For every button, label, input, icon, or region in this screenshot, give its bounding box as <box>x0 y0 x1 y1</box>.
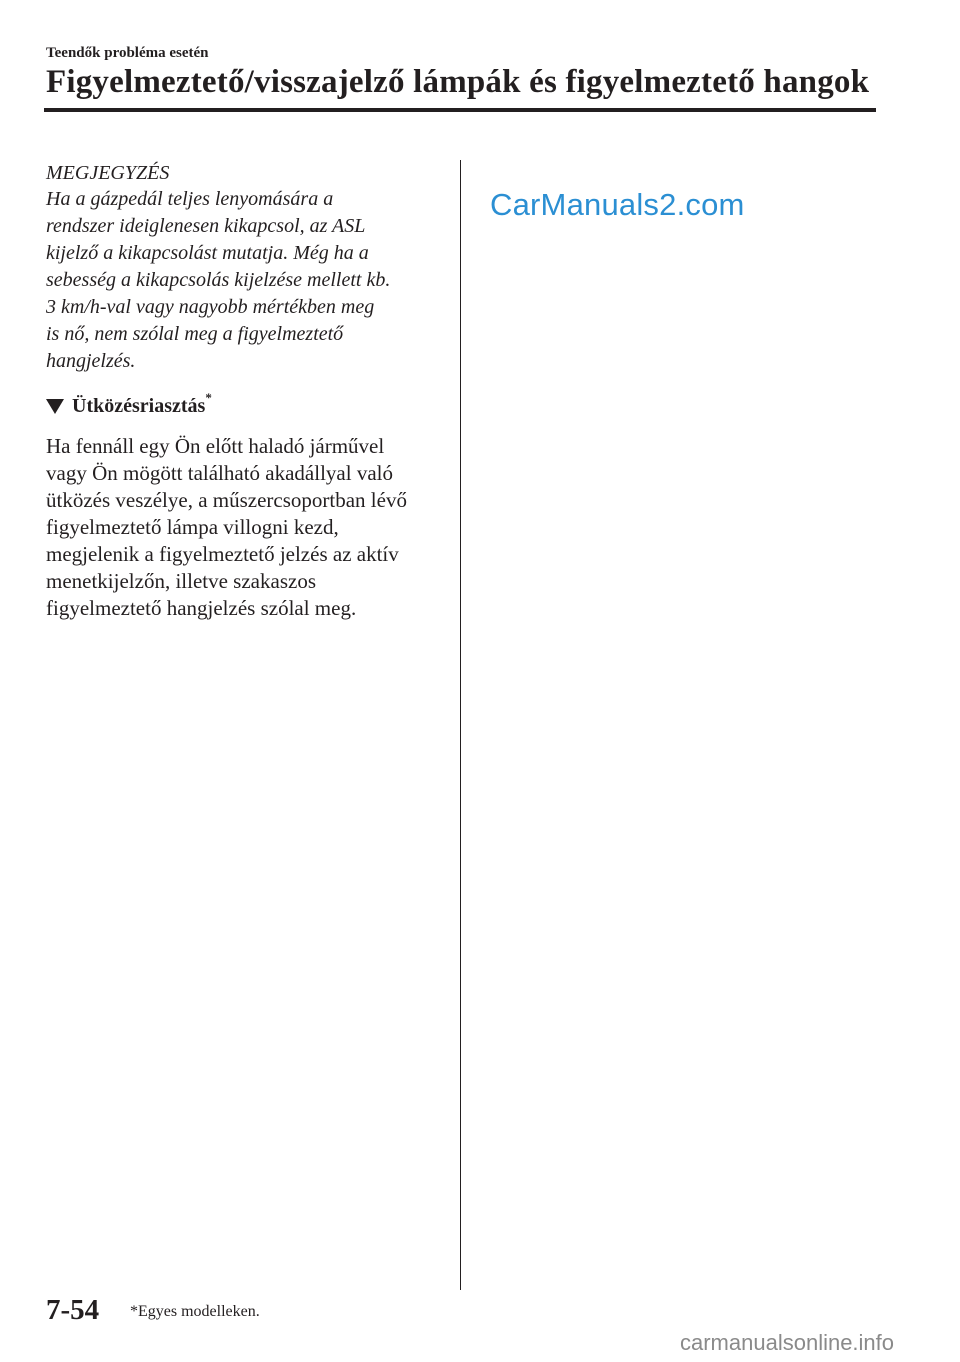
note-body: Ha a gázpedál teljes lenyomására a rendszer ideiglenesen kikapcsol, az ASL kijelző a kikapcsolást mutatja. Még ha a sebesség a kikapcsolás kijelzése mellett kb. 3 km/h-val vagy nagyobb mértékben meg is nő, nem szólal meg a figyelmeztető hangjelzés. <box>46 188 391 372</box>
footer-watermark[interactable]: carmanualsonline.info <box>680 1330 895 1355</box>
column-divider <box>460 160 461 1290</box>
note-heading: MEGJEGYZÉS <box>46 162 170 184</box>
watermark-logo[interactable]: CarManuals2.com <box>490 187 745 222</box>
triangle-down-icon <box>46 393 66 419</box>
model-specific-mark: * <box>205 390 212 406</box>
page-number: 7-54 <box>46 1294 100 1326</box>
left-column <box>46 160 446 622</box>
section-body: Ha fennáll egy Ön előtt haladó járművel vagy Ön mögött található akadállyal való ütközés veszélye, a műszercsoportban lévő figyelmeztető lámpa villogni kezd, megjelenik a figyelmeztető jelzés az aktív menetkijelzőn, illetve szakaszos figyelmeztető hangjelzés szólal meg. <box>46 434 407 620</box>
section-heading-label: Ütközésriasztás <box>72 395 206 417</box>
footnote: *Egyes modelleken. <box>130 1303 260 1320</box>
section-heading-text <box>72 390 212 419</box>
section-heading <box>46 390 446 419</box>
title-rule <box>44 108 876 112</box>
section-label: Teendők probléma esetén <box>46 45 209 61</box>
page-title: Figyelmeztető/visszajelző lámpák és figyelmeztető hangok <box>46 64 870 100</box>
